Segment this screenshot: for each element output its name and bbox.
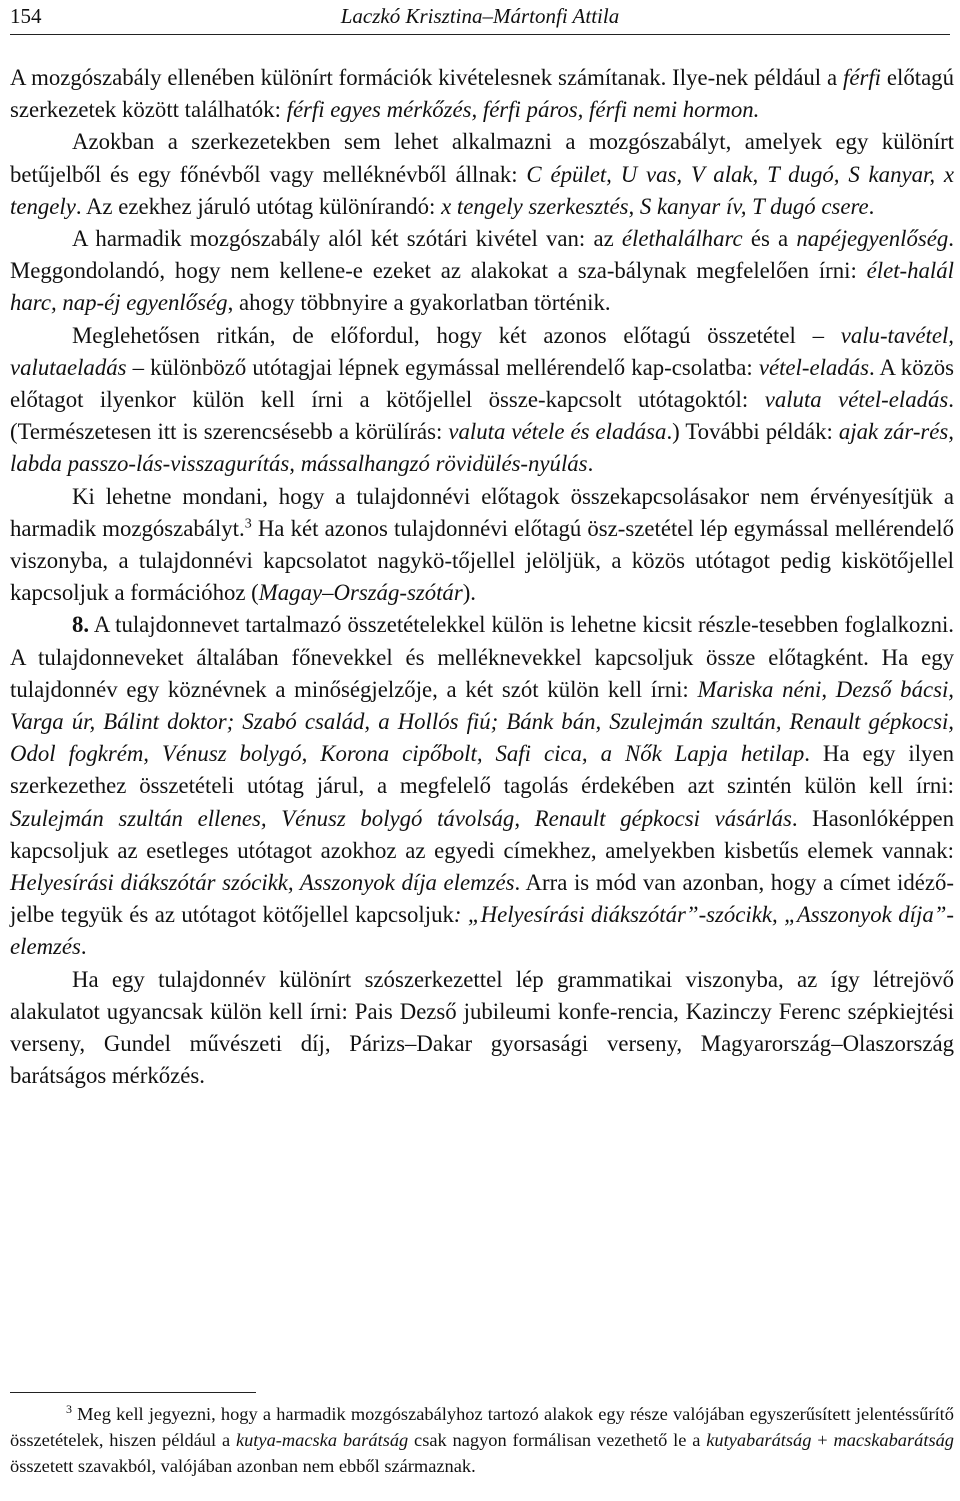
main-text	[10, 62, 954, 1093]
footnote: $^3$ Meg kell jegyezni, hogy a harmadik mozgószabályhoz tartozó alakok egy része valójában egyszerűsített jelentéssűrítő összetételek, hiszen például a kutya-macska barátság csak nagyon formálisan vezethető le a kutyabarátság + macskabarátság összetett szavakból, valójában azonban nem ebből származnak.	[10, 1401, 954, 1476]
page-number: 154	[10, 4, 42, 28]
paragraph-6: 8. A tulajdonnevet tartalmazó összetételekkel külön is lehetne kicsit részle-tesebben foglalkozni. A tulajdonneveket általában főnevekkel és melléknevekkel kapcsoljuk össze előtagként. Ha egy tulajdonnév egy köznévnek a minőségjelzője, a két szót külön kell írni: Mariska néni, Dezső bácsi, Varga úr, Bálint doktor; Szabó család, a Hollós fiú; Bánk bán, Szulejmán szultán, Renault gépkocsi, Odol fogkrém, Vénusz bolygó, Korona cipőbolt, Safi cica, a Nők Lapja hetilap. Ha egy ilyen szerkezethez összetételi utótag járul, a megfelelő tagolás érdekében azt szintén külön kell írni: Szulejmán szultán ellenes, Vénusz bolygó távolság, Renault gépkocsi vásárlás. Hasonlóképpen kapcsoljuk az esetleges utótagot azokhoz az egyedi címekhez, amelyekben kisbetűs elemek vannak: Helyesírási diákszótár szócikk, Asszonyok díja elemzés. Arra is mód van azonban, hogy a címet idéző-jelbe tegyük és az utótagot kötőjellel kapcsoljuk: „Helyesírási diákszótár”-szócikk, „Asszonyok díja”-elemzés.	[10, 612, 954, 960]
running-title: Laczkó Krisztina–Mártonfi Attila	[340, 4, 620, 28]
paragraph-3: A harmadik mozgószabály alól két szótári kivétel van: az élethalálharc és a napéjegyenlőség. Meggondolandó, hogy nem kellene-e ezeket az alakokat a sza-bálynak megfelelően írni: élet-halál harc, nap-éj egyenlőség, ahogy többnyire a gyakorlatban történik.	[10, 226, 954, 316]
paragraph-7: Ha egy tulajdonnév különírt szószerkezettel lép grammatikai viszonyba, az így létrejövő alakulatot ugyancsak külön kell írni: Pais Dezső jubileumi konfe-rencia, Kazinczy Ferenc szépkiejtési verseny, Gundel művészeti díj, Párizs–Dakar gyorsasági verseny, Magyarország–Olaszország barátságos mérkőzés.	[10, 966, 954, 1089]
running-header	[10, 4, 950, 35]
footnote-number: 3	[66, 1401, 72, 1416]
footnote-divider	[10, 1392, 256, 1393]
paragraph-2: Azokban a szerkezetekben sem lehet alkalmazni a mozgószabályt, amelyek egy különírt betűjelből és egy főnévből vagy melléknévből állnak: C épület, U vas, V alak, T dugó, S kanyar, x tengely. Az ezekhez járuló utótag különírandó: x tengely szerkesztés, S kanyar ív, T dugó csere.	[10, 129, 954, 219]
paragraph-1: A mozgószabály ellenében különírt formációk kivételesnek számítanak. Ilye-nek például a férfi előtagú szerkezetek között találhatók: férfi egyes mérkőzés, férfi páros, férfi nemi hormon.	[10, 65, 954, 123]
paragraph-5: Ki lehetne mondani, hogy a tulajdonnévi előtagok összekapcsolásakor nem érvényesítjük a harmadik mozgószabályt.$^3$ Ha két azonos tulajdonnévi előtagú ösz-szetétel lép egymással mellérendelő viszonyba, a tulajdonnévi kapcsolatot nagykö-tőjellel jelöljük, a közös utótagot pedig kiskötőjellel kapcsoljuk a formációhoz (Magay–Ország-szótár).	[10, 483, 954, 606]
paragraph-4: Meglehetősen ritkán, de előfordul, hogy két azonos előtagú összetétel – valu-tavétel, valutaeladás – különböző utótagjai lépnek egymással mellérendelő kap-csolatba: vétel-eladás. A közös előtagot ilyenkor külön kell írni a kötőjellel össze-kapcsolt utótagoktól: valuta vétel-eladás. (Természetesen itt is szerencsésebb a körülírás: valuta vétele és eladása.) További példák: ajak zár-rés, labda passzo-lás-visszagurítás, mássalhangzó rövidülés-nyúlás.	[10, 322, 954, 477]
section-number: 8.	[72, 612, 90, 638]
footnote-ref[interactable]: 3	[244, 516, 252, 532]
